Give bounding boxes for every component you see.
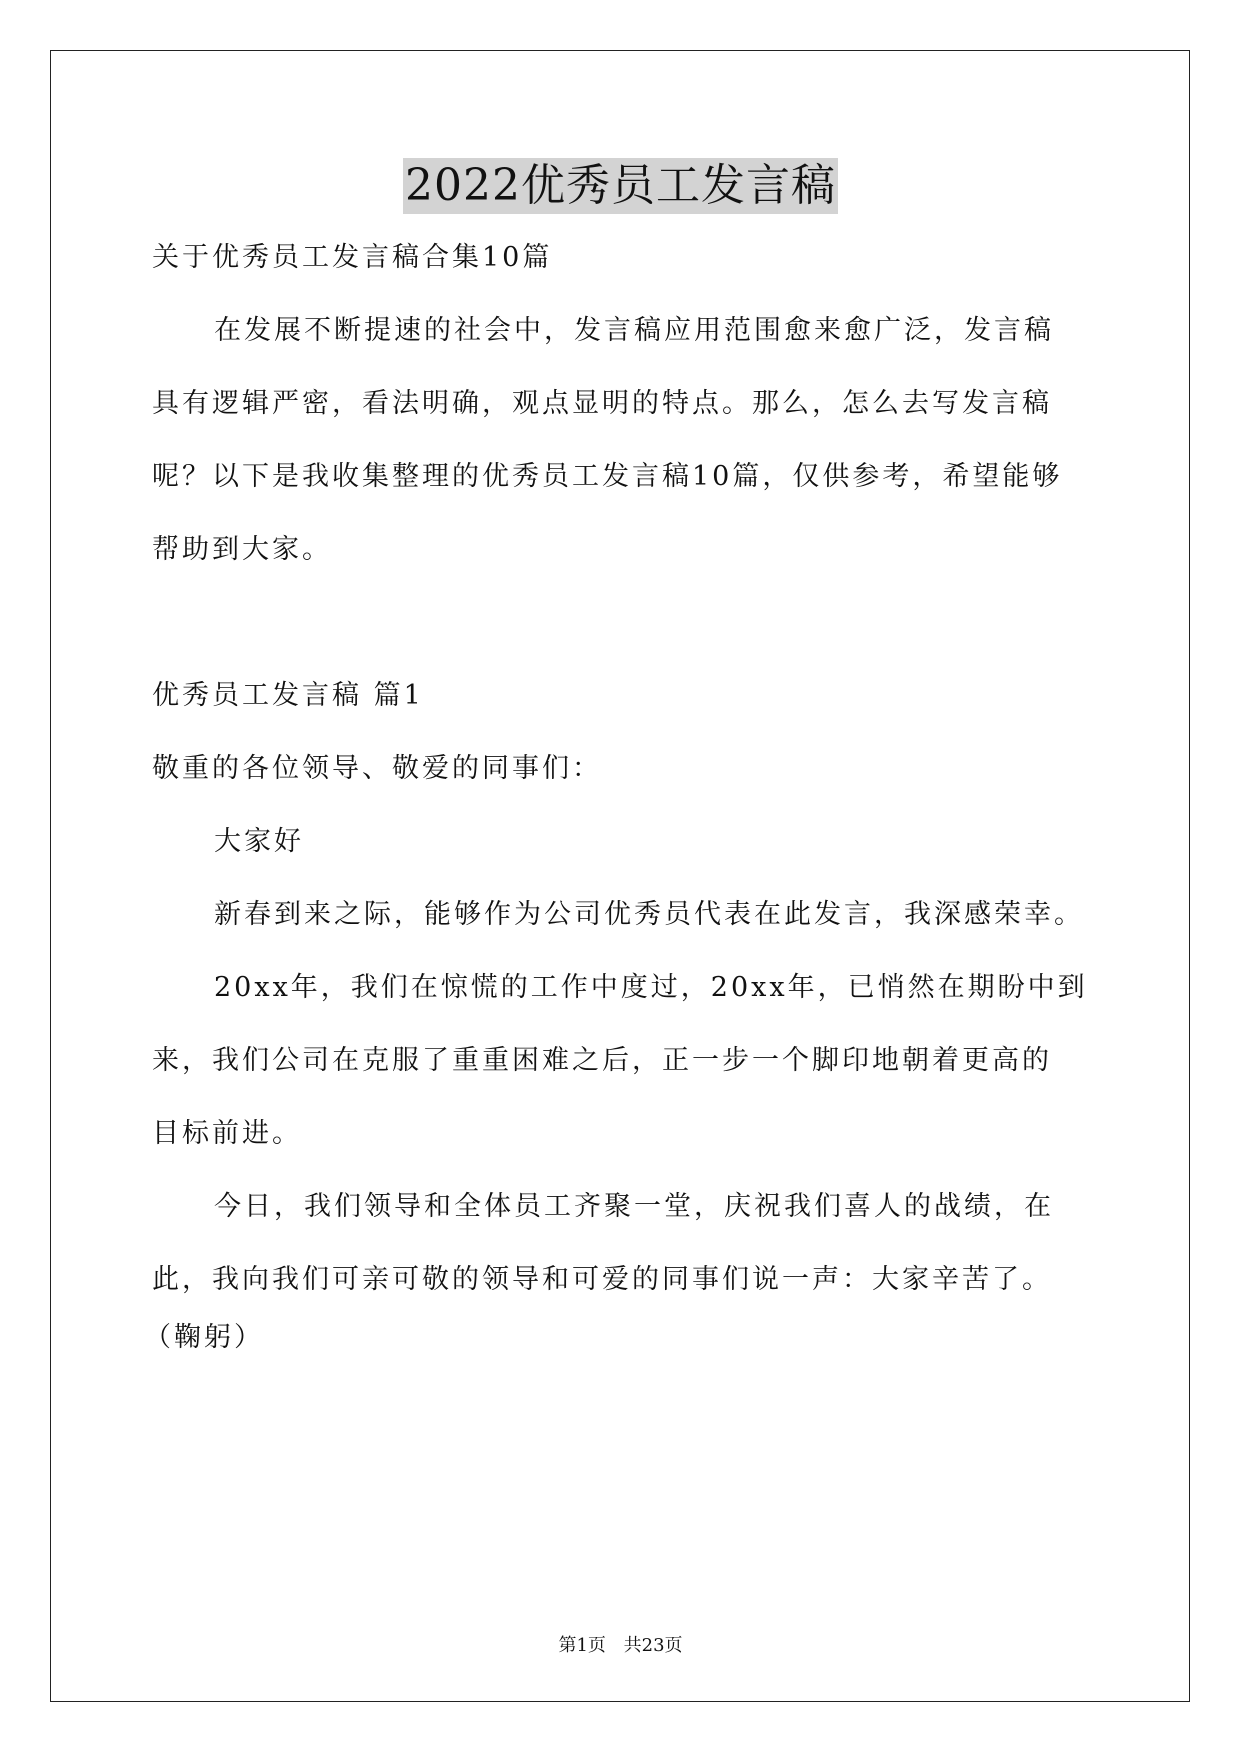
title-container [0, 158, 1241, 214]
page-border [50, 50, 1190, 1702]
salutation-line: 敬重的各位领导、敬爱的同事们： [152, 753, 602, 784]
body-line-5: 今日，我们领导和全体员工齐聚一堂，庆祝我们喜人的战绩，在 [214, 1191, 1054, 1222]
subtitle-line: 关于优秀员工发言稿合集10篇 [152, 242, 553, 273]
document-title: 2022优秀员工发言稿 [403, 158, 838, 214]
intro-line-2: 具有逻辑严密，看法明确，观点显明的特点。那么，怎么去写发言稿 [152, 388, 1052, 419]
intro-line-3: 呢？以下是我收集整理的优秀员工发言稿10篇，仅供参考，希望能够 [152, 461, 1063, 492]
page-footer [0, 1634, 1241, 1658]
page-number: 第1页 [558, 1635, 606, 1656]
body-line-4: 目标前进。 [152, 1118, 302, 1149]
body-line-7: （鞠躬） [144, 1322, 264, 1353]
intro-line-1: 在发展不断提速的社会中，发言稿应用范围愈来愈广泛，发言稿 [214, 315, 1054, 346]
body-line-3: 来，我们公司在克服了重重困难之后，正一步一个脚印地朝着更高的 [152, 1045, 1052, 1076]
page-total: 共23页 [623, 1635, 683, 1656]
body-line-6: 此，我向我们可亲可敬的领导和可爱的同事们说一声：大家辛苦了。 [152, 1264, 1052, 1295]
body-line-1: 新春到来之际，能够作为公司优秀员代表在此发言，我深感荣幸。 [214, 899, 1084, 930]
greeting-line: 大家好 [214, 826, 304, 857]
body-line-2: 20xx年，我们在惊慌的工作中度过，20xx年，已悄然在期盼中到 [214, 972, 1088, 1003]
section-heading: 优秀员工发言稿 篇1 [152, 680, 424, 711]
intro-line-4: 帮助到大家。 [152, 534, 332, 565]
